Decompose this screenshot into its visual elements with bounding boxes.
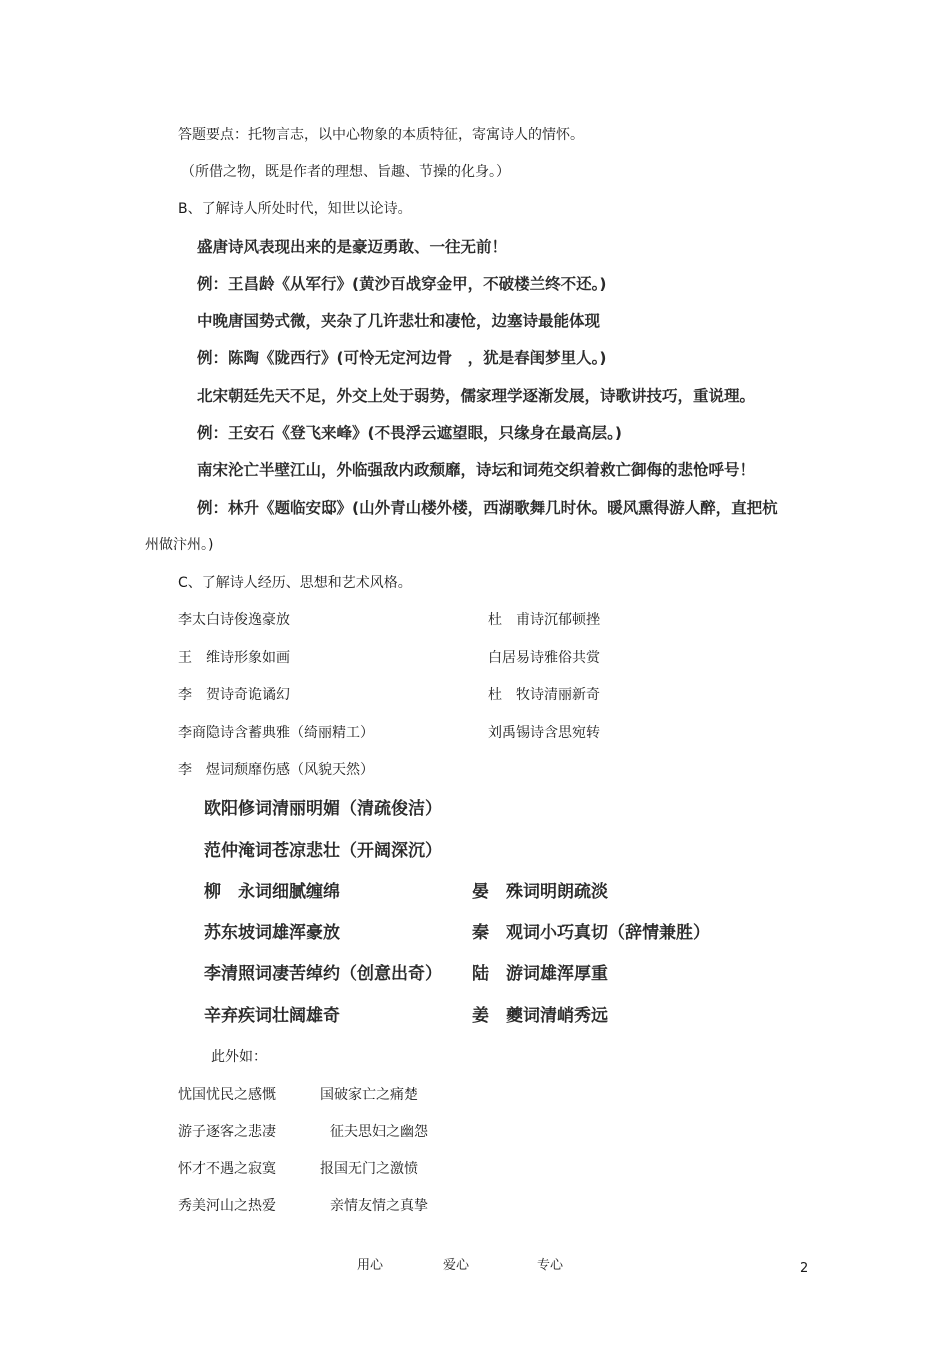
section-b-line: 例：王安石《登飞来峰》(不畏浮云遮望眼，只缘身在最高层。) xyxy=(197,424,622,442)
theme-right: 亲情友情之真挚 xyxy=(330,1198,428,1214)
section-b-line: 例：王昌龄《从军行》(黄沙百战穿金甲，不破楼兰终不还。) xyxy=(197,275,607,293)
ci-style: 欧阳修词清丽明媚（清疏俊洁） xyxy=(204,799,442,819)
theme-left: 游子逐客之悲凄 xyxy=(178,1124,276,1140)
poet-style-right: 刘禹锡诗含思宛转 xyxy=(488,725,600,741)
section-b-line: 北宋朝廷先天不足，外交上处于弱势，儒家理学逐渐发展，诗歌讲技巧，重说理。 xyxy=(197,387,756,405)
poet-style-right: 杜 牧诗清丽新奇 xyxy=(488,687,600,703)
besides-label: 此外如： xyxy=(211,1049,267,1065)
ci-style-left: 辛弃疾词壮阔雄奇 xyxy=(204,1006,340,1026)
ci-style-left: 苏东坡词雄浑豪放 xyxy=(204,923,340,943)
theme-right: 征夫思妇之幽怨 xyxy=(330,1124,428,1140)
poet-style-left: 王 维诗形象如画 xyxy=(178,650,290,666)
theme-left: 怀才不遇之寂寞 xyxy=(178,1161,276,1177)
poet-style-left: 李太白诗俊逸豪放 xyxy=(178,612,290,628)
section-b-line: 盛唐诗风表现出来的是豪迈勇敢、一往无前！ xyxy=(197,238,508,256)
ci-style-left: 李清照词凄苦绰约（创意出奇） xyxy=(204,964,442,984)
theme-left: 秀美河山之热爱 xyxy=(178,1198,276,1214)
ci-style-right: 秦 观词小巧真切（辞情兼胜） xyxy=(472,923,710,943)
section-b-line-continued: 州做汴州。) xyxy=(145,537,214,553)
poet-style-right: 白居易诗雅俗共赏 xyxy=(488,650,600,666)
footer-word: 专心 xyxy=(537,1258,564,1273)
poet-style-left: 李商隐诗含蓄典雅（绮丽精工） xyxy=(178,725,374,741)
ci-style-right: 陆 游词雄浑厚重 xyxy=(472,964,608,984)
poet-style-right: 杜 甫诗沉郁顿挫 xyxy=(488,612,600,628)
section-b-line: 中晚唐国势式微，夹杂了几许悲壮和凄怆，边塞诗最能体现 xyxy=(197,312,601,330)
theme-left: 忧国忧民之感慨 xyxy=(178,1087,276,1103)
section-c-heading: C、了解诗人经历、思想和艺术风格。 xyxy=(178,575,412,591)
section-b-line: 南宋沦亡半壁江山，外临强敌内政颓靡，诗坛和词苑交织着救亡御侮的悲怆呼号！ xyxy=(197,461,756,479)
ci-style-left: 柳 永词细腻缠绵 xyxy=(204,882,340,902)
ci-style-right: 姜 夔词清峭秀远 xyxy=(472,1006,608,1026)
footer-word: 用心 xyxy=(357,1258,384,1273)
ci-style: 范仲淹词苍凉悲壮（开阔深沉） xyxy=(204,841,442,861)
key-points-text: 答题要点：托物言志，以中心物象的本质特征，寄寓诗人的情怀。 xyxy=(178,127,584,143)
poet-style-left: 李 贺诗奇诡谲幻 xyxy=(178,687,290,703)
page-number: 2 xyxy=(800,1261,809,1276)
theme-right: 报国无门之激愤 xyxy=(320,1161,418,1177)
section-b-line: 例：林升《题临安邸》(山外青山楼外楼，西湖歌舞几时休。暖风熏得游人醉，直把杭 xyxy=(197,499,778,517)
poet-style-left: 李 煜词颓靡伤感（风貌天然） xyxy=(178,762,374,778)
footer-word: 爱心 xyxy=(443,1258,470,1273)
theme-right: 国破家亡之痛楚 xyxy=(320,1087,418,1103)
section-b-line: 例：陈陶《陇西行》(可怜无定河边骨 ，犹是春闺梦里人。) xyxy=(197,349,607,367)
key-points-note: （所借之物，既是作者的理想、旨趣、节操的化身。） xyxy=(181,164,510,180)
section-b-heading: B、了解诗人所处时代，知世以论诗。 xyxy=(178,201,412,217)
ci-style-right: 晏 殊词明朗疏淡 xyxy=(472,882,608,902)
